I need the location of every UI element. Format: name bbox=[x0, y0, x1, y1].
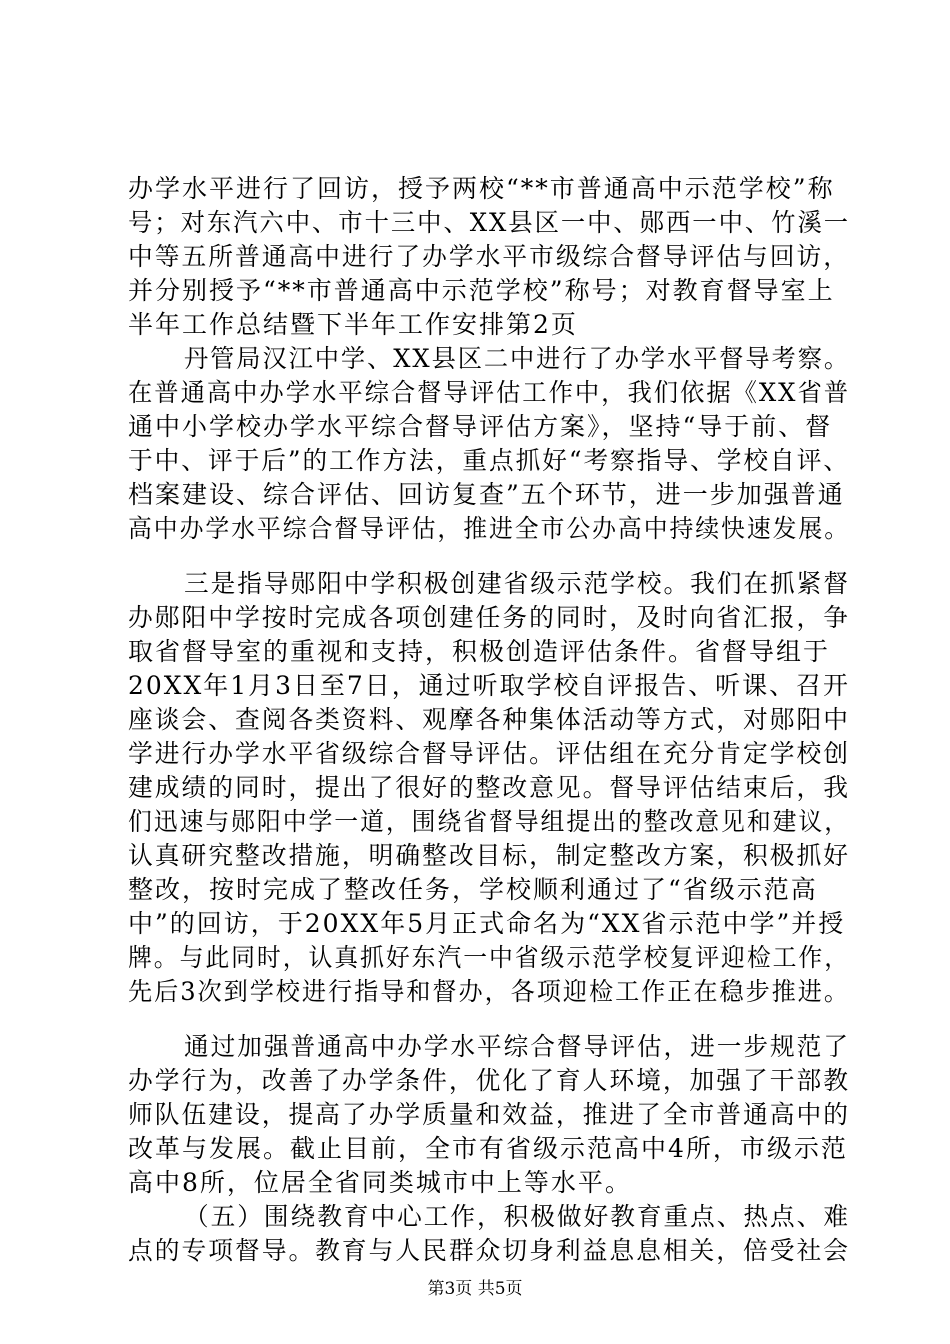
body-text-line: 认真研究整改措施，明确整改目标，制定整改方案，积极抓好 bbox=[128, 841, 851, 870]
body-text-line: 取省督导室的重视和支持，积极创造评估条件。省督导组于 bbox=[128, 637, 831, 666]
body-text-line: 中等五所普通高中进行了办学水平市级综合督导评估与回访， bbox=[128, 242, 851, 271]
body-text-line: 于中、评于后”的工作方法，重点抓好“考察指导、学校自评、 bbox=[128, 446, 850, 475]
body-text-line: 办学行为，改善了办学条件，优化了育人环境，加强了干部教 bbox=[128, 1066, 851, 1095]
body-text-line: 丹管局汉江中学、XX县区二中进行了办学水平督导考察。 bbox=[184, 344, 851, 373]
body-text-line: 中”的回访，于20XX年5月正式命名为“XX省示范中学”并授 bbox=[128, 909, 846, 938]
body-text-line: 点的专项督导。教育与人民群众切身利益息息相关，倍受社会 bbox=[128, 1236, 851, 1265]
body-text-line: 整改，按时完成了整改任务，学校顺利通过了“省级示范高 bbox=[128, 875, 818, 904]
body-text-line: 高中8所，位居全省同类城市中上等水平。 bbox=[128, 1168, 632, 1197]
body-text-line: 办学水平进行了回访，授予两校“**市普通高中示范学校”称 bbox=[128, 174, 835, 203]
body-text-line: 号；对东汽六中、市十三中、XX县区一中、郧西一中、竹溪一 bbox=[128, 208, 851, 237]
body-text-line: 办郧阳中学按时完成各项创建任务的同时，及时向省汇报，争 bbox=[128, 603, 851, 632]
body-text-line: 20XX年1月3日至7日，通过听取学校自评报告、听课、召开 bbox=[128, 671, 850, 700]
body-text-line: 三是指导郧阳中学积极创建省级示范学校。我们在抓紧督 bbox=[184, 569, 850, 598]
page-number-footer: 第3页 共5页 bbox=[427, 1279, 523, 1299]
body-text-line: 高中办学水平综合督导评估，推进全市公办高中持续快速发展。 bbox=[128, 514, 850, 543]
body-text-line: 先后3次到学校进行指导和督办，各项迎检工作正在稳步推进。 bbox=[128, 977, 850, 1006]
body-text-line: 牌。与此同时，认真抓好东汽一中省级示范学校复评迎检工作， bbox=[128, 943, 850, 972]
body-text-line: 半年工作总结暨下半年工作安排第2页 bbox=[128, 310, 578, 339]
body-text-line: 并分别授予“**市普通高中示范学校”称号；对教育督导室上 bbox=[128, 276, 835, 305]
body-text-line: 通中小学校办学水平综合督导评估方案》，坚持“导于前、督 bbox=[128, 412, 833, 441]
body-text-line: 师队伍建设，提高了办学质量和效益，推进了全市普通高中的 bbox=[128, 1100, 851, 1129]
body-text-line: 通过加强普通高中办学水平综合督导评估，进一步规范了 bbox=[184, 1032, 850, 1061]
body-text-line: （五）围绕教育中心工作，积极做好教育重点、热点、难 bbox=[184, 1202, 850, 1231]
body-text-line: 学进行办学水平省级综合督导评估。评估组在充分肯定学校创 bbox=[128, 739, 851, 768]
body-text-line: 改革与发展。截止目前，全市有省级示范高中4所，市级示范 bbox=[128, 1134, 848, 1163]
body-text-line: 建成绩的同时，提出了很好的整改意见。督导评估结束后，我 bbox=[128, 773, 851, 802]
body-text-line: 座谈会、查阅各类资料、观摩各种集体活动等方式，对郧阳中 bbox=[128, 705, 851, 734]
body-text-line: 们迅速与郧阳中学一道，围绕省督导组提出的整改意见和建议， bbox=[128, 807, 850, 836]
body-text-line: 档案建设、综合评估、回访复查”五个环节，进一步加强普通 bbox=[128, 480, 845, 509]
body-text-line: 在普通高中办学水平综合督导评估工作中，我们依据《XX省普 bbox=[128, 378, 851, 407]
